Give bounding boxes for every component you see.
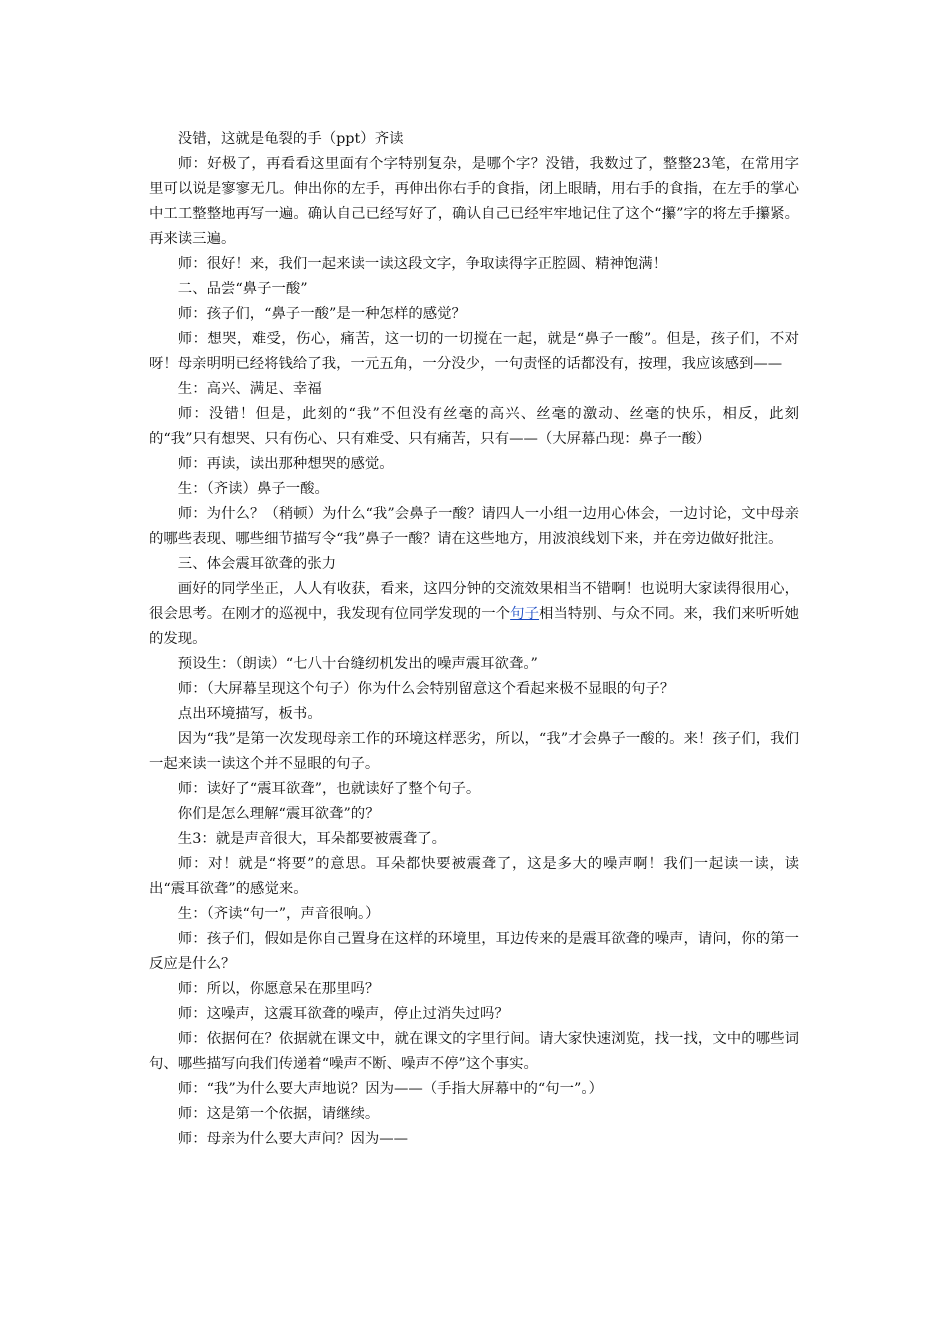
paragraph-text: 生：（齐读“句一”，声音很响。） — [177, 906, 380, 922]
paragraph-teacher-23-strokes — [149, 152, 799, 252]
document-page — [149, 127, 799, 1152]
paragraph-teacher-right — [149, 852, 799, 902]
paragraph-teacher-read-well — [149, 777, 799, 802]
paragraph-text: 师：母亲为什么要大声问？因为—— — [177, 1131, 409, 1147]
paragraph-text: 师：这是第一个依据，请继续。 — [177, 1106, 380, 1122]
paragraph-teacher-but — [149, 402, 799, 452]
paragraph-student-3 — [149, 827, 799, 852]
paragraph-teacher-feelings — [149, 327, 799, 377]
paragraph-preset-student — [149, 652, 799, 677]
paragraph-blackboard-note — [149, 702, 799, 727]
heading-text: 二、品尝“鼻子一酸” — [177, 281, 308, 297]
paragraph-text: 生：高兴、满足、幸福 — [177, 381, 322, 397]
paragraph-ppt-reading — [149, 127, 799, 152]
paragraph-discovery — [149, 577, 799, 652]
paragraph-text: 师：（大屏幕呈现这个句子）你为什么会特别留意这个看起来极不显眼的句子？ — [177, 681, 675, 697]
paragraph-text: 师：读好了“震耳欲聋”，也就读好了整个句子。 — [177, 781, 481, 797]
paragraph-student-loud — [149, 902, 799, 927]
paragraph-text: 师：为什么？（稍顿）为什么“我”会鼻子一酸？请四人一小组一边用心体会，一边讨论，文中母亲的哪些表现、哪些细节描写令“我”鼻子一酸？请在这些地方，用波浪线划下来，并在旁边做好批注。 — [149, 506, 799, 547]
sentence-link[interactable]: 句子 — [510, 606, 540, 622]
paragraph-text: 师：依据何在？依据就在课文中，就在课文的字里行间。请大家快速浏览，找一找，文中的哪些词句、哪些描写向我们传递着“噪声不断、噪声不停”这个事实。 — [149, 1031, 799, 1072]
paragraph-because — [149, 727, 799, 777]
paragraph-text: 师：所以，你愿意呆在那里吗？ — [177, 981, 380, 997]
paragraph-text: 你们是怎么理解“震耳欲聋”的？ — [177, 806, 380, 822]
paragraph-text: 预设生：（朗读）“七八十台缝纫机发出的噪声震耳欲聋。” — [177, 656, 538, 672]
heading-text: 三、体会震耳欲聋的张力 — [177, 556, 337, 572]
paragraph-teacher-why — [149, 502, 799, 552]
paragraph-text-after-link: 相当特别、与众不同。来，我们来听听她的发现。 — [149, 606, 799, 647]
paragraph-text: 师：孩子们，“鼻子一酸”是一种怎样的感觉？ — [177, 306, 466, 322]
paragraph-teacher-evidence — [149, 1027, 799, 1077]
paragraph-text: 师：好极了，再看看这里面有个字特别复杂，是哪个字？没错，我数过了，整整23笔，在常用字里可以说是寥寥无几。伸出你的左手，再伸出你右手的食指，闭上眼睛，用右手的食指，在左手的掌心中工工整整地再写一遍。确认自己已经写好了，确认自己已经牢牢地记住了这个“攥”字的将左手攥紧。再来读三遍。 — [149, 156, 799, 247]
paragraph-text: 点出环境描写，板书。 — [177, 706, 322, 722]
section-heading-2 — [149, 277, 799, 302]
paragraph-text: 师：对！就是“将要”的意思。耳朵都快要被震聋了，这是多大的噪声啊！我们一起读一读，读出“震耳欲聋”的感觉来。 — [149, 856, 799, 897]
paragraph-text: 师：孩子们，假如是你自己置身在这样的环境里，耳边传来的是震耳欲聋的噪声，请问，你的第一反应是什么？ — [149, 931, 799, 972]
paragraph-student-answer — [149, 377, 799, 402]
paragraph-teacher-question — [149, 302, 799, 327]
paragraph-teacher-first-evidence — [149, 1102, 799, 1127]
paragraph-teacher-mother-ask — [149, 1127, 799, 1152]
paragraph-how-understand — [149, 802, 799, 827]
paragraph-text: 师：这噪声，这震耳欲聋的噪声，停止过消失过吗？ — [177, 1006, 509, 1022]
paragraph-teacher-noise-stop — [149, 1002, 799, 1027]
paragraph-student-read — [149, 477, 799, 502]
paragraph-teacher-willing — [149, 977, 799, 1002]
paragraph-text: 师：“我”为什么要大声地说？因为——（手指大屏幕中的“句一”。） — [177, 1081, 603, 1097]
paragraph-text: 生：（齐读）鼻子一酸。 — [177, 481, 329, 497]
paragraph-text: 师：很好！来，我们一起来读一读这段文字，争取读得字正腔圆、精神饱满！ — [177, 256, 668, 272]
paragraph-text: 画好的同学坐正，人人有收获，看来，这四分钟的交流效果相当不错啊！也说明大家读得很用心，很会思考。在刚才的巡视中，我发现有位同学发现的一个 — [149, 581, 799, 622]
paragraph-text: 没错，这就是龟裂的手（ppt）齐读 — [177, 131, 404, 147]
paragraph-teacher-read-again — [149, 452, 799, 477]
section-heading-3 — [149, 552, 799, 577]
paragraph-text: 师：再读，读出那种想哭的感觉。 — [177, 456, 394, 472]
paragraph-text: 师：没错！但是，此刻的“我”不但没有丝毫的高兴、丝毫的激动、丝毫的快乐，相反，此刻的“我”只有想哭、只有伤心、只有难受、只有痛苦，只有——（大屏幕凸现：鼻子一酸） — [149, 406, 799, 447]
paragraph-teacher-screen — [149, 677, 799, 702]
paragraph-teacher-read-together — [149, 252, 799, 277]
paragraph-text: 生3：就是声音很大，耳朵都要被震聋了。 — [177, 831, 446, 847]
paragraph-teacher-loud-say — [149, 1077, 799, 1102]
paragraph-text: 师：想哭，难受，伤心，痛苦，这一切的一切搅在一起，就是“鼻子一酸”。但是，孩子们，不对呀！母亲明明已经将钱给了我，一元五角，一分没少，一句责怪的话都没有，按理，我应该感到—— — [149, 331, 799, 372]
paragraph-teacher-suppose — [149, 927, 799, 977]
paragraph-text: 因为“我”是第一次发现母亲工作的环境这样恶劣，所以，“我”才会鼻子一酸的。来！孩子们，我们一起来读一读这个并不显眼的句子。 — [149, 731, 799, 772]
